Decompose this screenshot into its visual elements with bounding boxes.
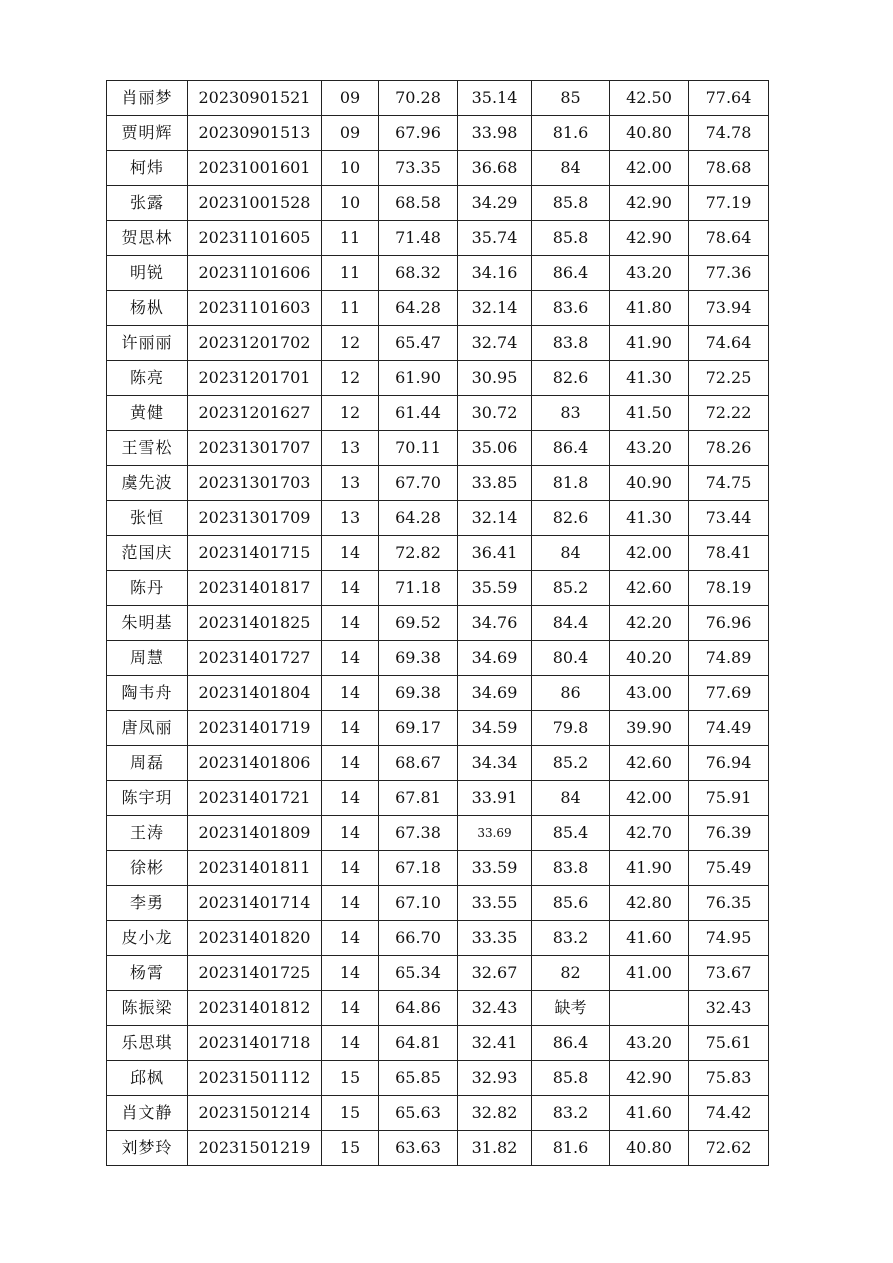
cell-name: 杨霄 [107,956,188,991]
cell-interview-score: 85.8 [532,1061,610,1096]
cell-exam-id: 20231401811 [188,851,322,886]
cell-written-score: 68.58 [379,186,458,221]
cell-written-weighted: 34.29 [458,186,532,221]
cell-exam-id: 20231401825 [188,606,322,641]
cell-written-score: 68.32 [379,256,458,291]
cell-exam-id: 20231401804 [188,676,322,711]
cell-name: 陈丹 [107,571,188,606]
cell-position-code: 14 [322,1026,379,1061]
cell-written-weighted: 33.91 [458,781,532,816]
cell-interview-weighted [610,991,689,1026]
cell-position-code: 09 [322,81,379,116]
cell-interview-score: 85.2 [532,571,610,606]
cell-interview-weighted: 42.50 [610,81,689,116]
cell-total-score: 77.19 [689,186,769,221]
cell-total-score: 72.25 [689,361,769,396]
cell-written-weighted: 34.59 [458,711,532,746]
cell-total-score: 72.22 [689,396,769,431]
cell-written-score: 72.82 [379,536,458,571]
cell-position-code: 14 [322,606,379,641]
cell-total-score: 78.41 [689,536,769,571]
cell-exam-id: 20230901513 [188,116,322,151]
cell-exam-id: 20231001601 [188,151,322,186]
cell-written-weighted: 32.82 [458,1096,532,1131]
cell-name: 周慧 [107,641,188,676]
cell-exam-id: 20231201701 [188,361,322,396]
cell-interview-score: 82.6 [532,501,610,536]
cell-name: 明锐 [107,256,188,291]
cell-position-code: 11 [322,291,379,326]
cell-total-score: 74.95 [689,921,769,956]
cell-exam-id: 20231501214 [188,1096,322,1131]
table-row [107,1096,769,1131]
cell-written-weighted: 32.74 [458,326,532,361]
cell-name: 刘梦玲 [107,1131,188,1166]
cell-position-code: 12 [322,326,379,361]
cell-name: 陈亮 [107,361,188,396]
cell-interview-score: 82 [532,956,610,991]
table-row [107,606,769,641]
cell-interview-score: 84 [532,536,610,571]
cell-written-score: 63.63 [379,1131,458,1166]
cell-interview-score: 81.6 [532,116,610,151]
cell-name: 皮小龙 [107,921,188,956]
cell-total-score: 72.62 [689,1131,769,1166]
cell-name: 杨枞 [107,291,188,326]
cell-interview-weighted: 40.80 [610,116,689,151]
cell-interview-weighted: 42.90 [610,1061,689,1096]
cell-interview-score: 83.2 [532,1096,610,1131]
cell-name: 柯炜 [107,151,188,186]
cell-name: 许丽丽 [107,326,188,361]
cell-written-score: 64.28 [379,501,458,536]
cell-interview-score: 83.2 [532,921,610,956]
cell-interview-weighted: 42.00 [610,781,689,816]
cell-interview-score: 84 [532,151,610,186]
cell-position-code: 15 [322,1061,379,1096]
cell-exam-id: 20231301703 [188,466,322,501]
cell-exam-id: 20231401721 [188,781,322,816]
cell-exam-id: 20231401727 [188,641,322,676]
cell-total-score: 78.26 [689,431,769,466]
cell-interview-weighted: 41.90 [610,326,689,361]
cell-total-score: 74.89 [689,641,769,676]
cell-written-weighted: 30.95 [458,361,532,396]
cell-name: 陶韦舟 [107,676,188,711]
cell-total-score: 78.68 [689,151,769,186]
cell-interview-weighted: 41.50 [610,396,689,431]
cell-written-score: 67.10 [379,886,458,921]
cell-position-code: 14 [322,991,379,1026]
cell-position-code: 11 [322,256,379,291]
cell-total-score: 74.75 [689,466,769,501]
cell-name: 张恒 [107,501,188,536]
table-row [107,746,769,781]
cell-interview-score: 82.6 [532,361,610,396]
cell-position-code: 14 [322,781,379,816]
table-row [107,186,769,221]
cell-written-weighted: 33.85 [458,466,532,501]
cell-interview-weighted: 41.60 [610,921,689,956]
cell-interview-weighted: 43.20 [610,256,689,291]
cell-exam-id: 20231401820 [188,921,322,956]
cell-written-weighted: 36.41 [458,536,532,571]
cell-written-score: 67.70 [379,466,458,501]
cell-interview-weighted: 40.20 [610,641,689,676]
table-row [107,1061,769,1096]
cell-written-weighted: 32.14 [458,291,532,326]
cell-interview-weighted: 42.90 [610,221,689,256]
cell-total-score: 76.96 [689,606,769,641]
cell-position-code: 14 [322,746,379,781]
cell-written-weighted: 34.16 [458,256,532,291]
table-row [107,991,769,1026]
cell-position-code: 15 [322,1096,379,1131]
cell-name: 朱明基 [107,606,188,641]
cell-written-weighted: 32.41 [458,1026,532,1061]
cell-total-score: 73.94 [689,291,769,326]
cell-written-score: 70.11 [379,431,458,466]
cell-position-code: 14 [322,571,379,606]
cell-interview-weighted: 41.00 [610,956,689,991]
cell-position-code: 14 [322,816,379,851]
cell-interview-score: 85 [532,81,610,116]
score-table-body [107,81,769,1166]
cell-written-weighted: 33.35 [458,921,532,956]
cell-written-weighted: 32.67 [458,956,532,991]
score-table [106,80,769,1166]
cell-exam-id: 20231201627 [188,396,322,431]
cell-name: 虞先波 [107,466,188,501]
cell-total-score: 32.43 [689,991,769,1026]
cell-position-code: 12 [322,396,379,431]
cell-interview-weighted: 42.80 [610,886,689,921]
cell-total-score: 73.67 [689,956,769,991]
table-row [107,326,769,361]
cell-name: 邱枫 [107,1061,188,1096]
cell-interview-weighted: 41.30 [610,501,689,536]
cell-exam-id: 20231401809 [188,816,322,851]
cell-position-code: 11 [322,221,379,256]
cell-name: 陈宇玥 [107,781,188,816]
cell-interview-weighted: 40.80 [610,1131,689,1166]
cell-interview-score: 84.4 [532,606,610,641]
cell-interview-score: 86.4 [532,431,610,466]
cell-written-score: 67.96 [379,116,458,151]
cell-exam-id: 20231301709 [188,501,322,536]
cell-position-code: 14 [322,676,379,711]
cell-position-code: 13 [322,501,379,536]
table-row [107,116,769,151]
cell-written-score: 69.38 [379,676,458,711]
cell-written-score: 69.38 [379,641,458,676]
cell-position-code: 15 [322,1131,379,1166]
cell-position-code: 13 [322,431,379,466]
cell-interview-weighted: 43.20 [610,431,689,466]
cell-position-code: 13 [322,466,379,501]
cell-position-code: 14 [322,921,379,956]
cell-position-code: 14 [322,851,379,886]
table-row [107,571,769,606]
cell-interview-weighted: 41.60 [610,1096,689,1131]
table-row [107,711,769,746]
table-row [107,851,769,886]
cell-exam-id: 20231101603 [188,291,322,326]
cell-interview-weighted: 42.20 [610,606,689,641]
cell-total-score: 77.69 [689,676,769,711]
cell-interview-weighted: 42.70 [610,816,689,851]
cell-exam-id: 20231501219 [188,1131,322,1166]
cell-exam-id: 20231101606 [188,256,322,291]
cell-total-score: 77.64 [689,81,769,116]
cell-exam-id: 20231401715 [188,536,322,571]
cell-written-weighted: 33.98 [458,116,532,151]
cell-total-score: 77.36 [689,256,769,291]
cell-total-score: 75.49 [689,851,769,886]
cell-interview-weighted: 42.90 [610,186,689,221]
cell-total-score: 78.19 [689,571,769,606]
cell-position-code: 10 [322,186,379,221]
cell-exam-id: 20231401817 [188,571,322,606]
cell-name: 陈振梁 [107,991,188,1026]
cell-written-score: 64.28 [379,291,458,326]
table-row [107,81,769,116]
cell-total-score: 76.35 [689,886,769,921]
cell-written-weighted: 31.82 [458,1131,532,1166]
cell-interview-score: 81.8 [532,466,610,501]
cell-interview-score: 85.8 [532,186,610,221]
cell-exam-id: 20231501112 [188,1061,322,1096]
cell-written-score: 65.47 [379,326,458,361]
cell-interview-weighted: 43.20 [610,1026,689,1061]
cell-written-score: 61.90 [379,361,458,396]
cell-name: 肖文静 [107,1096,188,1131]
table-row [107,781,769,816]
cell-name: 乐思琪 [107,1026,188,1061]
cell-interview-score: 86 [532,676,610,711]
cell-interview-weighted: 42.60 [610,571,689,606]
table-row [107,396,769,431]
cell-total-score: 75.61 [689,1026,769,1061]
table-row [107,466,769,501]
cell-total-score: 74.49 [689,711,769,746]
cell-exam-id: 20231401812 [188,991,322,1026]
cell-total-score: 73.44 [689,501,769,536]
cell-interview-score: 85.2 [532,746,610,781]
table-row [107,1026,769,1061]
table-row [107,431,769,466]
cell-position-code: 10 [322,151,379,186]
cell-name: 周磊 [107,746,188,781]
cell-exam-id: 20231301707 [188,431,322,466]
cell-interview-score: 84 [532,781,610,816]
cell-interview-score: 83.8 [532,326,610,361]
table-row [107,536,769,571]
cell-interview-weighted: 42.00 [610,151,689,186]
cell-name: 贺思林 [107,221,188,256]
cell-written-score: 69.52 [379,606,458,641]
cell-interview-score: 79.8 [532,711,610,746]
cell-written-weighted: 36.68 [458,151,532,186]
cell-exam-id: 20231001528 [188,186,322,221]
cell-written-score: 65.34 [379,956,458,991]
cell-interview-score: 85.4 [532,816,610,851]
cell-name: 黄健 [107,396,188,431]
cell-written-weighted: 33.59 [458,851,532,886]
cell-interview-score: 83.6 [532,291,610,326]
cell-exam-id: 20231401719 [188,711,322,746]
cell-name: 范国庆 [107,536,188,571]
cell-written-score: 64.81 [379,1026,458,1061]
cell-position-code: 14 [322,641,379,676]
cell-position-code: 14 [322,956,379,991]
table-row [107,956,769,991]
cell-exam-id: 20231201702 [188,326,322,361]
table-row [107,361,769,396]
table-row [107,501,769,536]
table-row [107,676,769,711]
cell-interview-score: 86.4 [532,256,610,291]
cell-written-score: 71.48 [379,221,458,256]
cell-interview-weighted: 41.30 [610,361,689,396]
cell-interview-weighted: 42.00 [610,536,689,571]
cell-name: 李勇 [107,886,188,921]
cell-interview-weighted: 41.90 [610,851,689,886]
cell-written-weighted: 34.69 [458,676,532,711]
cell-name: 王涛 [107,816,188,851]
cell-written-score: 66.70 [379,921,458,956]
cell-exam-id: 20230901521 [188,81,322,116]
cell-total-score: 74.64 [689,326,769,361]
cell-written-weighted: 34.69 [458,641,532,676]
cell-written-weighted: 32.14 [458,501,532,536]
cell-name: 张露 [107,186,188,221]
cell-written-weighted: 35.74 [458,221,532,256]
cell-written-score: 73.35 [379,151,458,186]
cell-name: 唐凤丽 [107,711,188,746]
cell-written-score: 67.81 [379,781,458,816]
cell-written-weighted: 32.43 [458,991,532,1026]
cell-interview-weighted: 39.90 [610,711,689,746]
cell-written-score: 64.86 [379,991,458,1026]
cell-total-score: 75.83 [689,1061,769,1096]
cell-position-code: 14 [322,711,379,746]
cell-name: 徐彬 [107,851,188,886]
cell-exam-id: 20231401806 [188,746,322,781]
cell-exam-id: 20231401725 [188,956,322,991]
cell-written-weighted: 33.55 [458,886,532,921]
cell-interview-score: 80.4 [532,641,610,676]
cell-written-score: 69.17 [379,711,458,746]
cell-written-score: 71.18 [379,571,458,606]
cell-written-score: 61.44 [379,396,458,431]
table-row [107,641,769,676]
cell-total-score: 78.64 [689,221,769,256]
cell-name: 贾明辉 [107,116,188,151]
cell-written-score: 70.28 [379,81,458,116]
cell-position-code: 14 [322,886,379,921]
cell-name: 肖丽梦 [107,81,188,116]
table-row [107,221,769,256]
cell-written-weighted: 33.69 [458,816,532,851]
cell-position-code: 09 [322,116,379,151]
cell-written-weighted: 34.34 [458,746,532,781]
cell-interview-weighted: 40.90 [610,466,689,501]
cell-position-code: 14 [322,536,379,571]
table-row [107,921,769,956]
cell-interview-score: 86.4 [532,1026,610,1061]
cell-exam-id: 20231401718 [188,1026,322,1061]
cell-total-score: 75.91 [689,781,769,816]
cell-interview-score: 83.8 [532,851,610,886]
table-row [107,1131,769,1166]
cell-interview-score: 85.6 [532,886,610,921]
cell-written-weighted: 35.59 [458,571,532,606]
cell-name: 王雪松 [107,431,188,466]
cell-interview-score: 85.8 [532,221,610,256]
cell-interview-score: 缺考 [532,991,610,1026]
cell-interview-weighted: 41.80 [610,291,689,326]
cell-total-score: 76.39 [689,816,769,851]
cell-total-score: 76.94 [689,746,769,781]
table-row [107,151,769,186]
cell-total-score: 74.42 [689,1096,769,1131]
cell-written-weighted: 35.14 [458,81,532,116]
cell-position-code: 12 [322,361,379,396]
cell-written-score: 67.38 [379,816,458,851]
cell-exam-id: 20231401714 [188,886,322,921]
cell-written-score: 65.63 [379,1096,458,1131]
cell-written-score: 67.18 [379,851,458,886]
cell-interview-score: 83 [532,396,610,431]
cell-written-weighted: 35.06 [458,431,532,466]
cell-interview-weighted: 43.00 [610,676,689,711]
cell-exam-id: 20231101605 [188,221,322,256]
cell-written-weighted: 32.93 [458,1061,532,1096]
cell-written-score: 65.85 [379,1061,458,1096]
cell-written-weighted: 30.72 [458,396,532,431]
table-row [107,816,769,851]
cell-interview-weighted: 42.60 [610,746,689,781]
table-row [107,291,769,326]
cell-written-score: 68.67 [379,746,458,781]
table-row [107,256,769,291]
cell-total-score: 74.78 [689,116,769,151]
table-row [107,886,769,921]
cell-written-weighted: 34.76 [458,606,532,641]
cell-interview-score: 81.6 [532,1131,610,1166]
